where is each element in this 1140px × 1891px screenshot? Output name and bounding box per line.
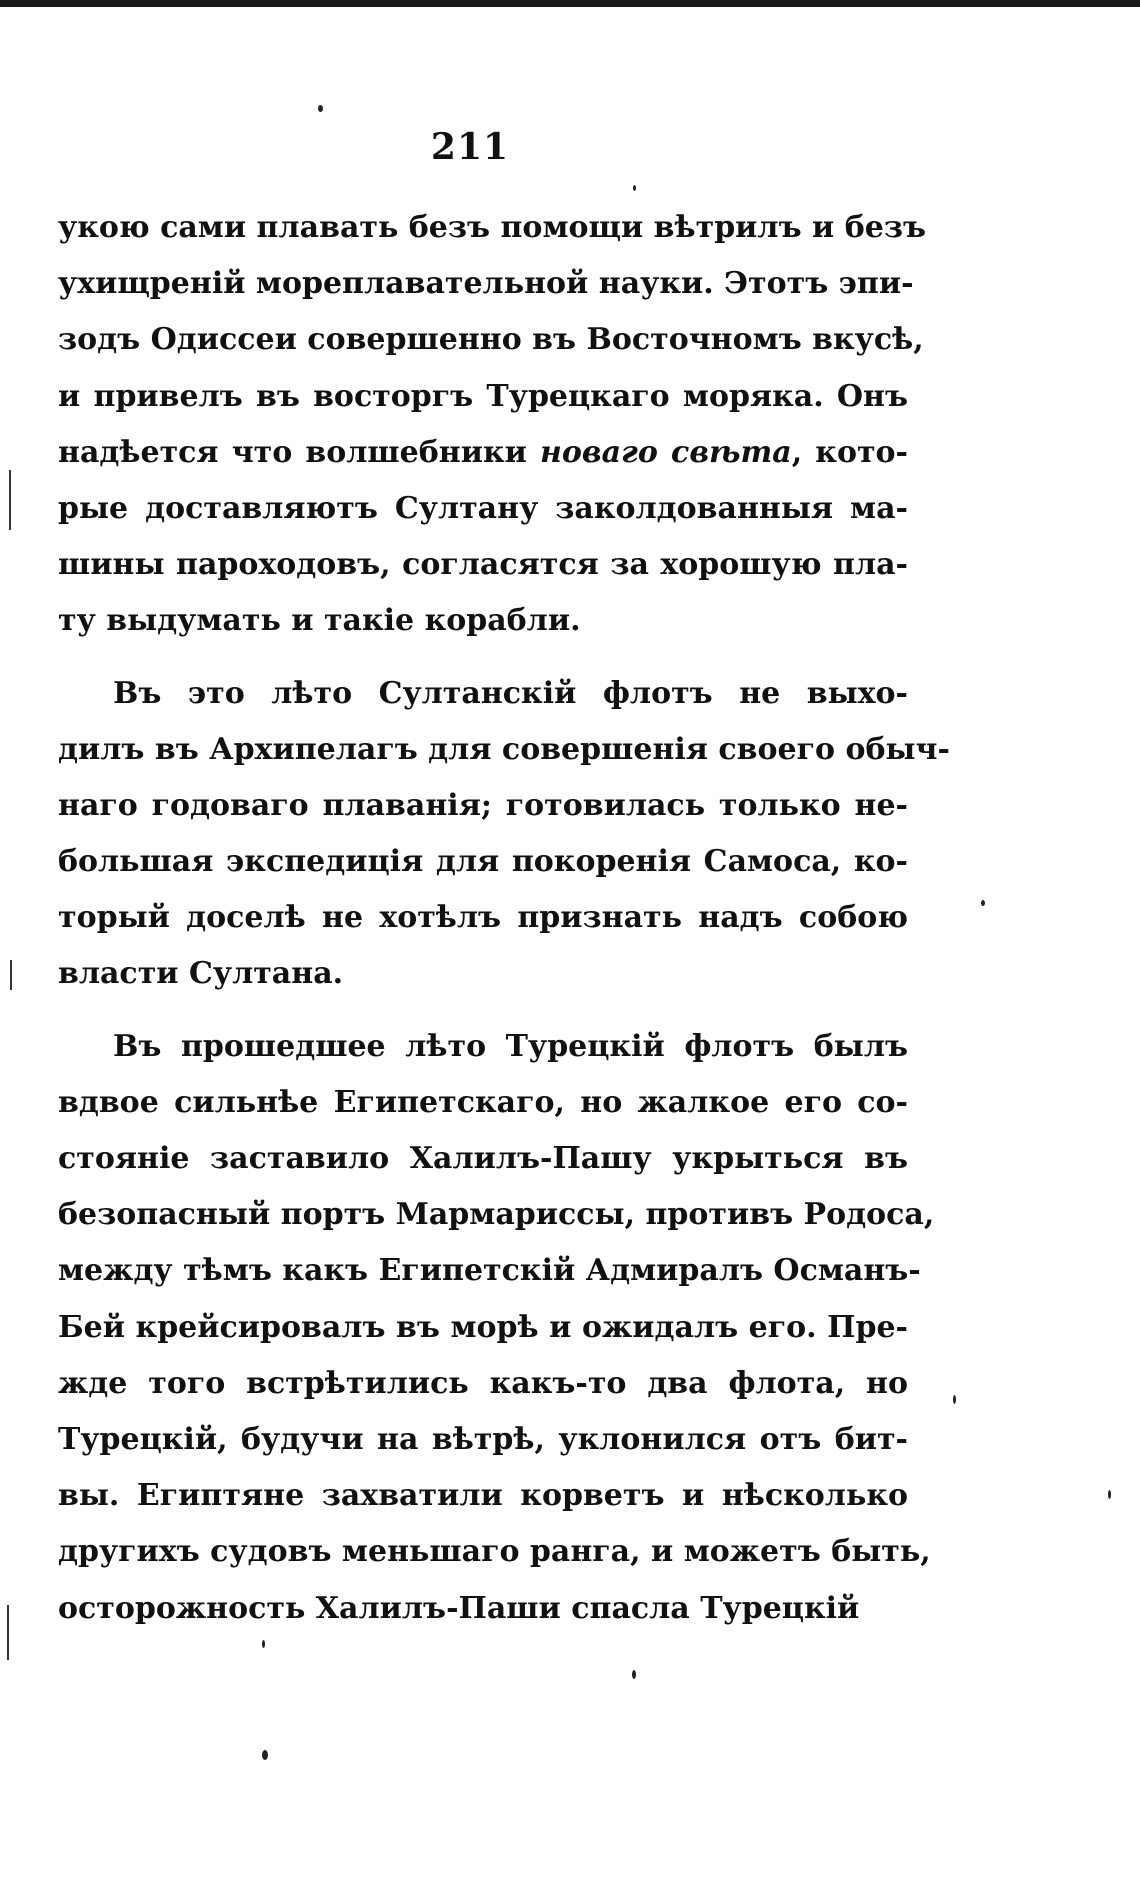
page-number: 211	[430, 126, 510, 168]
line-text: другихъ судовъ меньшаго ранга, и можетъ быть,	[58, 1534, 931, 1570]
text-line	[58, 778, 908, 834]
ink-speck	[318, 105, 323, 112]
text-line	[58, 425, 908, 481]
text-line	[58, 1187, 935, 1243]
line-text: шины пароходовъ, согласятся за хорошую пла-	[58, 547, 908, 583]
line-italic-text: новаго свѣта	[540, 434, 792, 470]
line-text: Бей крейсировалъ въ морѣ и ожидалъ его. Пре-	[58, 1309, 908, 1345]
paragraph-gap	[58, 650, 908, 666]
ink-speck	[1108, 1490, 1111, 1499]
line-text: наго годоваго плаванія; готовилась только не-	[58, 787, 908, 823]
line-text: и привелъ въ восторгъ Турецкаго моряка. Онъ	[58, 378, 908, 414]
line-text: торый доселѣ не хотѣлъ признать надъ собою	[58, 900, 908, 936]
text-line	[58, 1412, 908, 1468]
ink-speck	[262, 1640, 265, 1648]
text-line	[58, 666, 908, 722]
ink-speck	[953, 1395, 956, 1404]
text-line	[58, 256, 914, 312]
line-text: вдвое сильнѣе Египетскаго, но жалкое его со-	[58, 1084, 908, 1120]
body-text	[58, 200, 950, 1637]
text-line	[58, 890, 908, 946]
paragraph	[58, 200, 926, 650]
text-line	[58, 1524, 931, 1580]
text-line	[58, 722, 950, 778]
text-line	[58, 481, 908, 537]
paragraph-gap	[58, 1003, 908, 1019]
margin-line	[7, 1605, 9, 1660]
text-line	[58, 1356, 908, 1412]
line-text: вы. Египтяне захватили корветъ и нѣсколько	[58, 1478, 908, 1514]
text-line	[58, 834, 908, 890]
top-border	[0, 0, 1140, 7]
line-text: укою сами плавать безъ помощи вѣтрилъ и безъ	[58, 210, 926, 245]
line-text: власти Султана.	[58, 956, 344, 992]
text-line	[58, 593, 908, 649]
line-text: Въ прошедшее лѣто Турецкій флотъ былъ	[113, 1028, 908, 1064]
line-text-tail: , кото-	[791, 434, 909, 470]
line-text: ту выдумать и такіе корабли.	[58, 603, 581, 639]
line-text: жде того встрѣтились какъ-то два флота, но	[58, 1365, 908, 1401]
text-line	[58, 1468, 908, 1524]
line-text: стояніе заставило Халилъ-Пашу укрыться въ	[58, 1141, 908, 1176]
line-text: большая экспедиція для покоренія Самоса, ко-	[58, 844, 908, 880]
ink-speck	[262, 1750, 268, 1760]
text-line	[58, 1075, 908, 1131]
text-line	[58, 1581, 908, 1637]
ink-speck	[981, 900, 985, 906]
text-line	[58, 537, 908, 593]
text-line	[58, 1131, 908, 1187]
text-line	[58, 200, 926, 256]
text-line	[58, 1243, 921, 1299]
line-text: осторожность Халилъ-Паши спасла Турецкій	[58, 1590, 860, 1626]
line-text: зодъ Одиссеи совершенно въ Восточномъ вкусѣ,	[58, 322, 924, 358]
line-text: Въ это лѣто Султанскій флотъ не выхо-	[113, 675, 908, 711]
ink-speck	[633, 185, 636, 191]
line-text: дилъ въ Архипелагъ для совершенія своего обыч-	[58, 731, 950, 767]
line-text: рые доставляютъ Султану заколдованныя ма-	[58, 490, 908, 526]
text-line	[58, 1019, 908, 1075]
line-text: Турецкій, будучи на вѣтрѣ, уклонился отъ бит-	[58, 1421, 908, 1457]
line-text: надѣется что волшебники	[58, 434, 541, 470]
line-text: ухищреній мореплавательной науки. Этотъ эпи-	[58, 266, 914, 302]
text-line	[58, 946, 908, 1002]
text-line	[58, 369, 908, 425]
margin-line	[10, 960, 12, 990]
margin-line	[9, 470, 11, 530]
paragraph	[58, 1019, 935, 1637]
line-text: между тѣмъ какъ Египетскій Адмиралъ Османъ-	[58, 1253, 921, 1289]
text-line	[58, 1300, 908, 1356]
ink-speck	[632, 1670, 636, 1679]
line-text: безопасный портъ Мармариссы, противъ Родоса,	[58, 1197, 935, 1233]
text-line	[58, 312, 924, 368]
paragraph	[58, 666, 950, 1003]
